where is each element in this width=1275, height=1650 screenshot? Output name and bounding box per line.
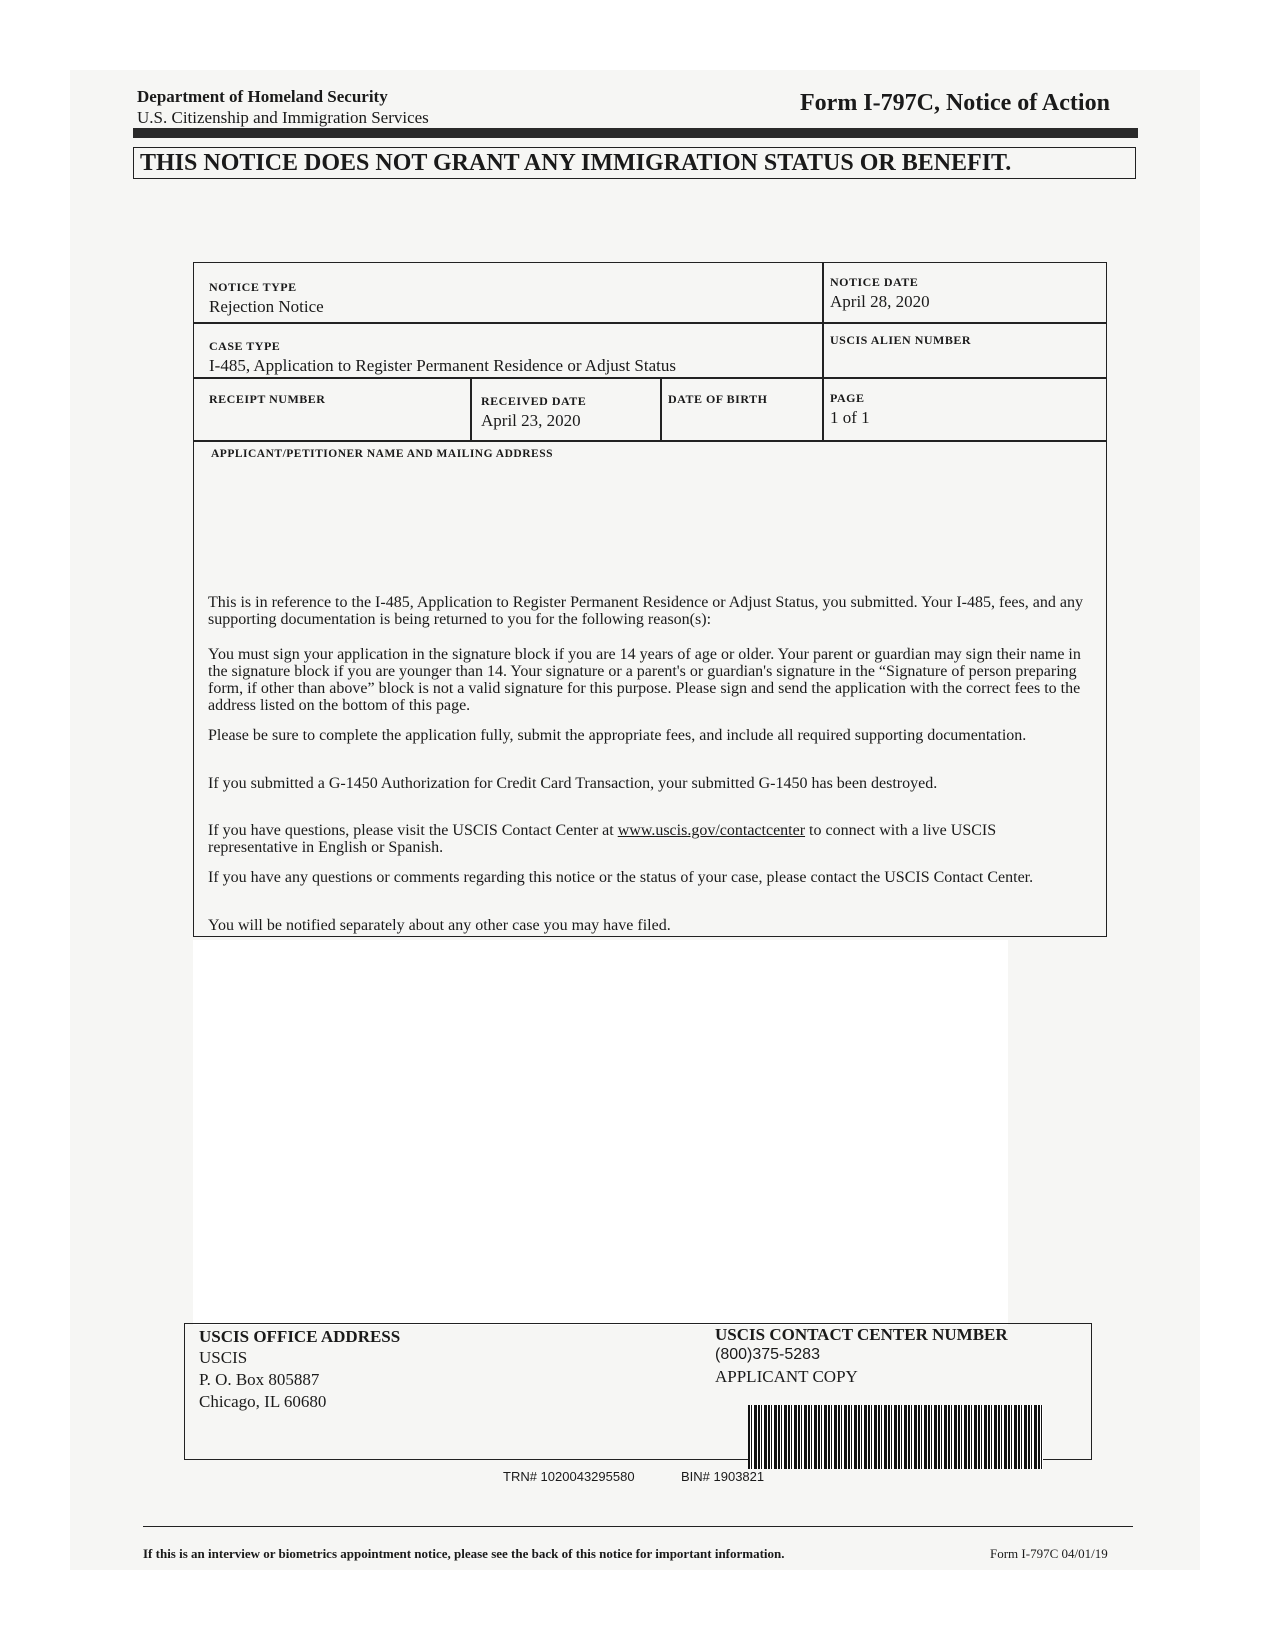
notice-type-value: Rejection Notice <box>209 297 324 316</box>
grid-divider <box>660 377 662 440</box>
case-type-value: I-485, Application to Register Permanent Residence or Adjust Status <box>209 356 676 375</box>
office-line-2: P. O. Box 805887 <box>199 1370 320 1389</box>
notice-date-label: NOTICE DATE <box>830 275 919 289</box>
redaction-block <box>193 940 1008 1325</box>
department-name: Department of Homeland Security <box>137 87 388 106</box>
page-value: 1 of 1 <box>830 408 870 427</box>
dob-label: DATE OF BIRTH <box>668 392 768 406</box>
grid-divider <box>193 377 1107 379</box>
grid-divider <box>470 377 472 440</box>
paragraph-questions: If you have any questions or comments regarding this notice or the status of your case, please contact the USCIS Contact Center. <box>208 869 1034 886</box>
applicant-address-label: APPLICANT/PETITIONER NAME AND MAILING ADDRESS <box>211 448 553 460</box>
bottom-note: If this is an interview or biometrics appointment notice, please see the back of this notice for important information. <box>143 1546 785 1561</box>
notice-type-label: NOTICE TYPE <box>209 280 297 294</box>
grid-divider <box>822 262 824 440</box>
contact-text-before: If you have questions, please visit the USCIS Contact Center at <box>208 822 618 839</box>
page-label: PAGE <box>830 391 865 405</box>
office-address-label: USCIS OFFICE ADDRESS <box>199 1327 401 1346</box>
barcode-image <box>748 1405 1043 1469</box>
contact-text-after: to connect with a live USCIS representative in English or Spanish. <box>208 822 997 856</box>
form-version: Form I-797C 04/01/19 <box>990 1546 1108 1561</box>
bottom-rule <box>143 1526 1133 1527</box>
receipt-number-label: RECEIPT NUMBER <box>209 392 326 406</box>
agency-name: U.S. Citizenship and Immigration Services <box>137 108 429 127</box>
case-type-label: CASE TYPE <box>209 339 281 353</box>
office-line-3: Chicago, IL 60680 <box>199 1392 327 1411</box>
paragraph-g1450: If you submitted a G-1450 Authorization for Credit Card Transaction, your submitted G-1450 has been destroyed. <box>208 775 938 792</box>
applicant-copy: APPLICANT COPY <box>715 1367 858 1386</box>
paragraph-reference: This is in reference to the I-485, Application to Register Permanent Residence or Adjust Status, you submitted. Your I-485, fees, and any supporting documentation is being returned to you for the following reason(s): <box>208 594 1083 628</box>
status-banner: THIS NOTICE DOES NOT GRANT ANY IMMIGRATION STATUS OR BENEFIT. <box>133 147 1136 179</box>
grid-divider <box>193 440 1107 442</box>
received-date-label: RECEIVED DATE <box>481 394 587 408</box>
header-rule <box>133 128 1138 138</box>
office-line-1: USCIS <box>199 1348 248 1367</box>
contact-center-label: USCIS CONTACT CENTER NUMBER <box>715 1325 1008 1344</box>
grid-divider <box>193 322 1107 324</box>
received-date-value: April 23, 2020 <box>481 411 581 430</box>
contact-phone: (800)375-5283 <box>715 1346 820 1363</box>
bin-number: BIN# 1903821 <box>681 1469 765 1484</box>
paragraph-contact-center <box>208 822 1088 856</box>
form-title: Form I-797C, Notice of Action <box>800 90 1110 116</box>
paragraph-complete-fully: Please be sure to complete the application fully, submit the appropriate fees, and include all required supporting documentation. <box>208 727 1027 744</box>
notice-date-value: April 28, 2020 <box>830 292 930 311</box>
paragraph-signature-reason: You must sign your application in the signature block if you are 14 years of age or older. Your parent or guardian may sign their name in the signature block if you are younger than 14. Your signature or a parent's or guardian's signature in the “Signature of person preparing form, if other than above” block is not a valid signature for this purpose. Please sign and send the application with the correct fees to the address listed on the bottom of this page. <box>208 646 1081 714</box>
contact-center-link[interactable]: www.uscis.gov/contactcenter <box>617 822 806 839</box>
trn-number: TRN# 1020043295580 <box>503 1469 635 1484</box>
paragraph-separate-notice: You will be notified separately about any other case you may have filed. <box>208 917 671 934</box>
alien-number-label: USCIS ALIEN NUMBER <box>830 333 972 347</box>
